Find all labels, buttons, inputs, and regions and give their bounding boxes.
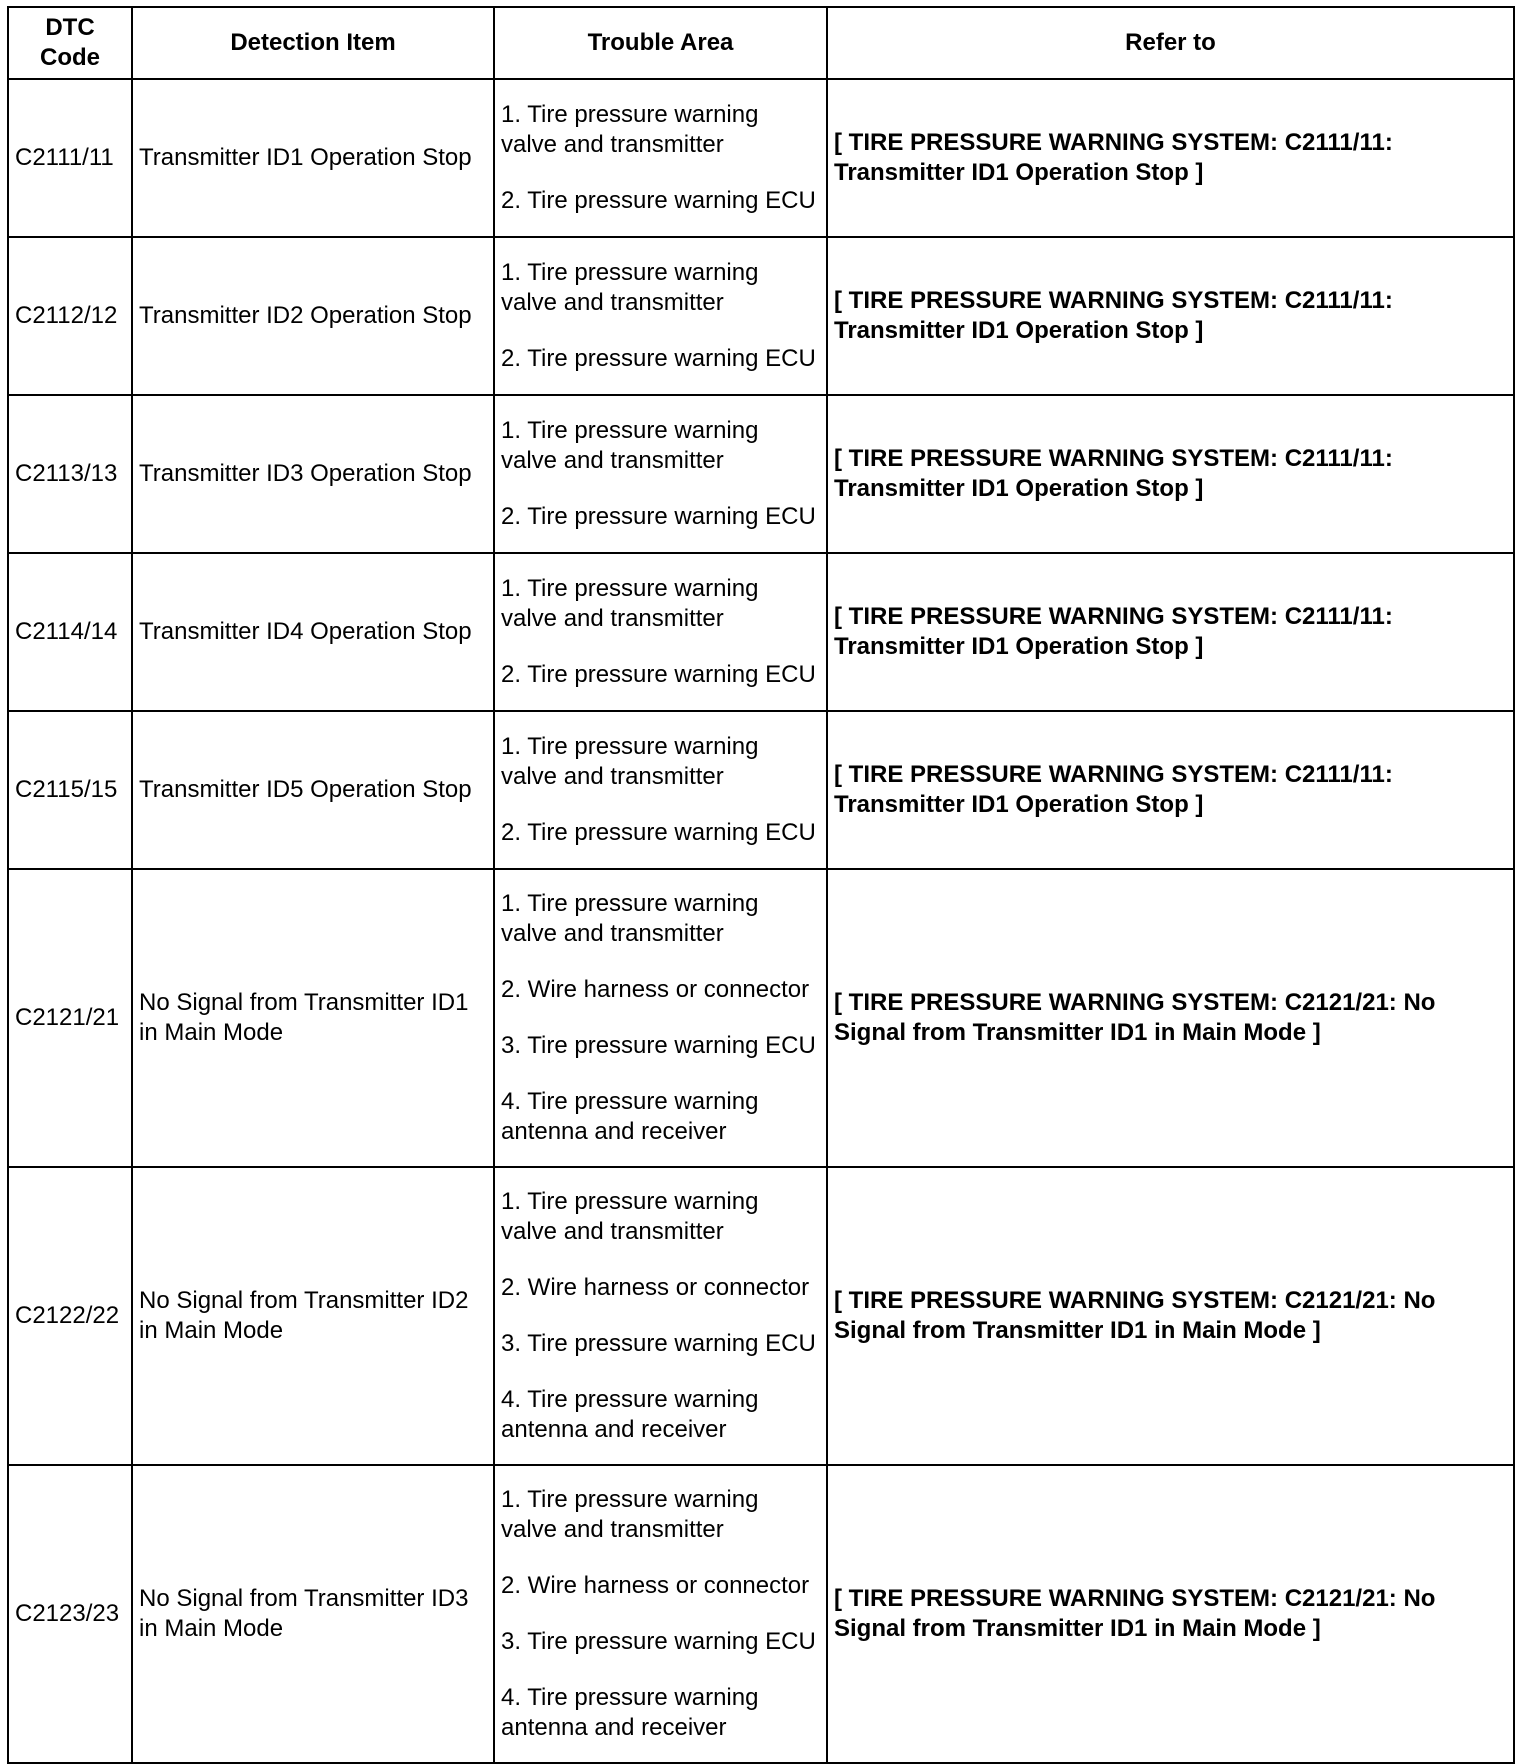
trouble-area-item: 4. Tire pressure warning antenna and receiver [501, 1088, 759, 1145]
detection-item-cell: Transmitter ID2 Operation Stop [132, 237, 494, 395]
table-row [8, 1167, 1514, 1465]
trouble-area-cell [494, 1167, 827, 1465]
header-dtc-code-line1: DTC [45, 14, 95, 41]
trouble-area-cell [494, 869, 827, 1167]
table-row [8, 1465, 1514, 1763]
refer-to-link[interactable]: [ TIRE PRESSURE WARNING SYSTEM: C2121/21: No Signal from Transmitter ID1 in Main Mode ] [827, 1465, 1514, 1763]
table-row [8, 79, 1514, 237]
header-dtc-code [8, 7, 132, 79]
refer-to-link[interactable]: [ TIRE PRESSURE WARNING SYSTEM: C2111/11: Transmitter ID1 Operation Stop ] [827, 237, 1514, 395]
refer-to-link[interactable]: [ TIRE PRESSURE WARNING SYSTEM: C2111/11: Transmitter ID1 Operation Stop ] [827, 79, 1514, 237]
refer-to-link[interactable]: [ TIRE PRESSURE WARNING SYSTEM: C2111/11: Transmitter ID1 Operation Stop ] [827, 553, 1514, 711]
dtc-code-cell: C2114/14 [8, 553, 132, 711]
trouble-area-item: 4. Tire pressure warning antenna and receiver [501, 1386, 759, 1443]
trouble-area-item: 1. Tire pressure warning valve and transmitter [501, 1486, 759, 1543]
trouble-area-cell [494, 395, 827, 553]
header-refer-to: Refer to [827, 7, 1514, 79]
trouble-area-item: 3. Tire pressure warning ECU [501, 1032, 816, 1059]
header-trouble-area: Trouble Area [494, 7, 827, 79]
trouble-area-item: 2. Tire pressure warning ECU [501, 345, 816, 372]
refer-to-link[interactable]: [ TIRE PRESSURE WARNING SYSTEM: C2111/11: Transmitter ID1 Operation Stop ] [827, 395, 1514, 553]
trouble-area-item: 2. Tire pressure warning ECU [501, 661, 816, 688]
table-row [8, 237, 1514, 395]
header-dtc-code-line2: Code [40, 44, 100, 71]
dtc-table [7, 6, 1515, 1764]
table-row [8, 869, 1514, 1167]
dtc-code-cell: C2111/11 [8, 79, 132, 237]
dtc-code-cell: C2115/15 [8, 711, 132, 869]
header-detection-item: Detection Item [132, 7, 494, 79]
trouble-area-item: 1. Tire pressure warning valve and transmitter [501, 1188, 759, 1245]
trouble-area-item: 2. Tire pressure warning ECU [501, 819, 816, 846]
trouble-area-cell [494, 711, 827, 869]
table-row [8, 553, 1514, 711]
trouble-area-item: 1. Tire pressure warning valve and transmitter [501, 733, 759, 790]
trouble-area-item: 2. Wire harness or connector [501, 1274, 810, 1301]
refer-to-link[interactable]: [ TIRE PRESSURE WARNING SYSTEM: C2121/21: No Signal from Transmitter ID1 in Main Mode ] [827, 1167, 1514, 1465]
trouble-area-item: 4. Tire pressure warning antenna and receiver [501, 1684, 759, 1741]
trouble-area-cell [494, 79, 827, 237]
detection-item-cell: Transmitter ID3 Operation Stop [132, 395, 494, 553]
dtc-table-body [8, 79, 1514, 1763]
trouble-area-item: 2. Tire pressure warning ECU [501, 503, 816, 530]
refer-to-link[interactable]: [ TIRE PRESSURE WARNING SYSTEM: C2111/11: Transmitter ID1 Operation Stop ] [827, 711, 1514, 869]
trouble-area-item: 1. Tire pressure warning valve and transmitter [501, 101, 759, 158]
detection-item-cell: Transmitter ID5 Operation Stop [132, 711, 494, 869]
trouble-area-item: 1. Tire pressure warning valve and transmitter [501, 417, 759, 474]
trouble-area-item: 3. Tire pressure warning ECU [501, 1628, 816, 1655]
detection-item-cell: No Signal from Transmitter ID1 in Main Mode [132, 869, 494, 1167]
table-row [8, 711, 1514, 869]
dtc-code-cell: C2112/12 [8, 237, 132, 395]
refer-to-link[interactable]: [ TIRE PRESSURE WARNING SYSTEM: C2121/21: No Signal from Transmitter ID1 in Main Mode ] [827, 869, 1514, 1167]
trouble-area-item: 1. Tire pressure warning valve and transmitter [501, 890, 759, 947]
trouble-area-item: 1. Tire pressure warning valve and transmitter [501, 259, 759, 316]
detection-item-cell: Transmitter ID1 Operation Stop [132, 79, 494, 237]
trouble-area-item: 3. Tire pressure warning ECU [501, 1330, 816, 1357]
detection-item-cell: No Signal from Transmitter ID2 in Main Mode [132, 1167, 494, 1465]
trouble-area-cell [494, 1465, 827, 1763]
header-row [8, 7, 1514, 79]
dtc-code-cell: C2113/13 [8, 395, 132, 553]
trouble-area-item: 1. Tire pressure warning valve and transmitter [501, 575, 759, 632]
trouble-area-item: 2. Wire harness or connector [501, 976, 810, 1003]
detection-item-cell: No Signal from Transmitter ID3 in Main Mode [132, 1465, 494, 1763]
trouble-area-item: 2. Wire harness or connector [501, 1572, 810, 1599]
dtc-code-cell: C2123/23 [8, 1465, 132, 1763]
table-row [8, 395, 1514, 553]
trouble-area-cell [494, 237, 827, 395]
trouble-area-item: 2. Tire pressure warning ECU [501, 187, 816, 214]
dtc-code-cell: C2121/21 [8, 869, 132, 1167]
trouble-area-cell [494, 553, 827, 711]
dtc-code-cell: C2122/22 [8, 1167, 132, 1465]
detection-item-cell: Transmitter ID4 Operation Stop [132, 553, 494, 711]
